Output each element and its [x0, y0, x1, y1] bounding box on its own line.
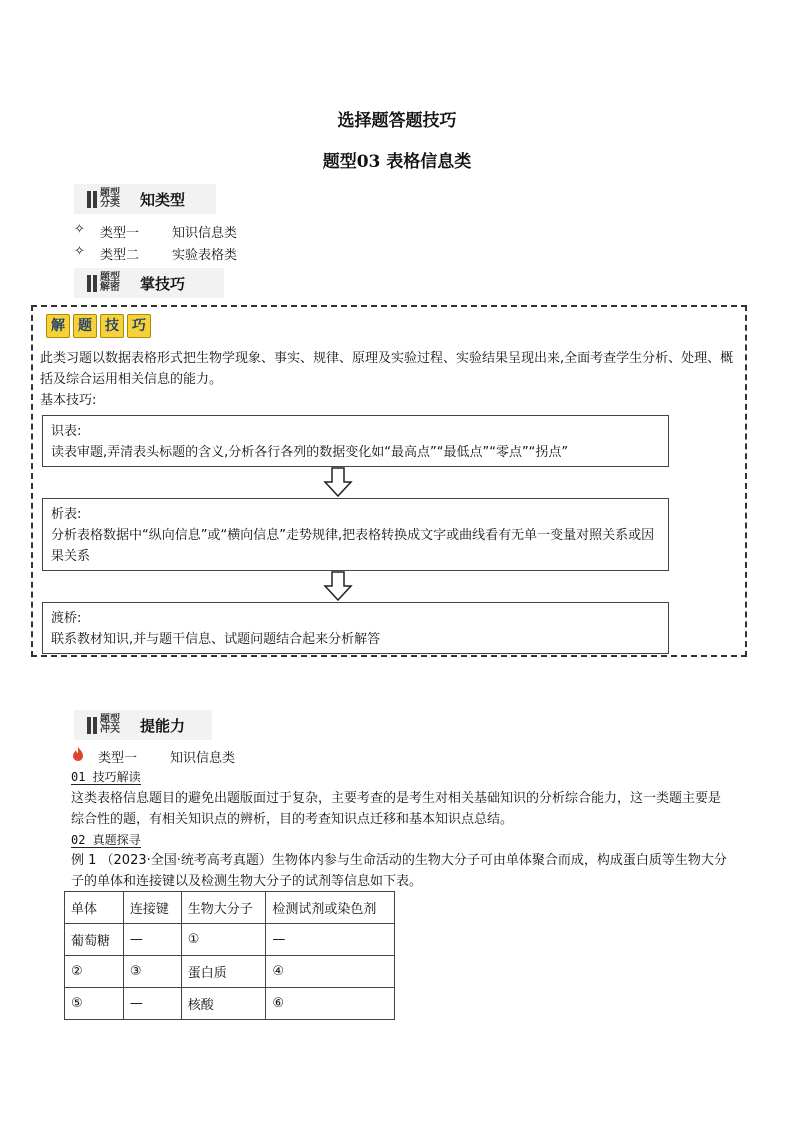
table-cell: 核酸: [181, 988, 266, 1020]
type-name: 实验表格类: [172, 248, 238, 263]
table-header-cell: 单体: [65, 892, 124, 924]
skill-reading-label: 01 技巧解读: [71, 770, 141, 784]
section-bar-icon: [87, 275, 97, 292]
section-bar-icon: [87, 717, 97, 734]
tips-badge-char: 解: [46, 314, 70, 338]
section-header-know-types: [74, 184, 216, 214]
section-tag: 题型 冲关: [100, 714, 120, 735]
example-text: 例 1 （2023·全国·统考高考真题）生物体内参与生命活动的生物大分子可由单体聚合而成，构成蛋白质等生物大分子的单体和连接键以及检测生物大分子的试剂等信息如下表。: [71, 853, 727, 889]
table-cell: 蛋白质: [181, 956, 266, 988]
step-body: 联系教材知识,并与题干信息、试题问题结合起来分析解答: [51, 632, 381, 647]
table-cell: ⑤: [65, 988, 124, 1020]
step-head: 识表:: [51, 424, 82, 439]
table-cell: ⑥: [266, 988, 395, 1020]
table-header-cell: 检测试剂或染色剂: [266, 892, 395, 924]
type-kind: 类型一: [98, 751, 138, 766]
tips-badge-char: 技: [100, 314, 124, 338]
step-head: 析表:: [51, 507, 82, 522]
diamond-bullet-icon: ✧: [74, 222, 85, 237]
section-header-master-skills: [74, 268, 224, 298]
table-row: [65, 956, 395, 988]
step-body: 读表审题,弄清表头标题的含义,分析各行各列的数据变化如“最高点”“最低点”“零点”“拐点”: [51, 445, 569, 460]
step-head: 渡桥:: [51, 611, 82, 626]
type-kind: 类型一: [100, 226, 140, 241]
tips-intro: 此类习题以数据表格形式把生物学现象、事实、规律、原理及实验过程、实验结果呈现出来,全面考查学生分析、处理、概括及综合运用相关信息的能力。: [40, 351, 734, 387]
type-name: 知识信息类: [170, 751, 236, 766]
skill-reading-text: 这类表格信息题目的避免出题版面过于复杂，主要考查的是考生对相关基础知识的分析综合能力，这一类题主要是综合性的题，有相关知识点的辨析，目的考查知识点迁移和基本知识点总结。: [71, 791, 722, 827]
table-row: [65, 924, 395, 956]
list-item: [74, 222, 237, 241]
real-exam-label: 02 真题探寻: [71, 833, 141, 847]
table-cell: —: [123, 988, 181, 1020]
page-title: 选择题答题技巧: [337, 111, 457, 131]
table-header-cell: 生物大分子: [181, 892, 266, 924]
type-kind: 类型二: [100, 248, 140, 263]
type-name: 知识信息类: [172, 226, 238, 241]
down-arrow-icon: [323, 571, 353, 601]
table-row: [65, 988, 395, 1020]
type-line: [72, 747, 235, 766]
section-bar-icon: [87, 191, 97, 208]
list-item: [74, 244, 237, 263]
info-table: [64, 891, 395, 1020]
basic-label: 基本技巧:: [40, 393, 97, 408]
section-title: 掌技巧: [140, 274, 186, 293]
table-cell: ③: [123, 956, 181, 988]
diamond-bullet-icon: ✧: [74, 244, 85, 259]
table-cell: ④: [266, 956, 395, 988]
step-box-bridge: [42, 602, 669, 654]
table-header-row: [65, 892, 395, 924]
tips-badge-char: 巧: [127, 314, 151, 338]
section-title: 知类型: [140, 190, 186, 209]
table-header-cell: 连接键: [123, 892, 181, 924]
table-cell: —: [123, 924, 181, 956]
tips-badge: [46, 314, 151, 338]
table-cell: 葡萄糖: [65, 924, 124, 956]
table-cell: —: [266, 924, 395, 956]
page-subtitle: 题型03 表格信息类: [322, 152, 472, 172]
down-arrow-icon: [323, 467, 353, 497]
table-cell: ②: [65, 956, 124, 988]
table-cell: ①: [181, 924, 266, 956]
section-header-improve: [74, 710, 212, 740]
step-box-analyze-table: [42, 498, 669, 571]
section-title: 提能力: [140, 716, 186, 735]
section-tag: 题型 分类: [100, 188, 120, 209]
step-box-read-table: [42, 415, 669, 467]
tips-badge-char: 题: [73, 314, 97, 338]
step-body: 分析表格数据中“纵向信息”或“横向信息”走势规律,把表格转换成文字或曲线看有无单一变量对照关系或因果关系: [51, 528, 655, 564]
fire-icon: [72, 747, 84, 761]
section-tag: 题型 解密: [100, 272, 120, 293]
